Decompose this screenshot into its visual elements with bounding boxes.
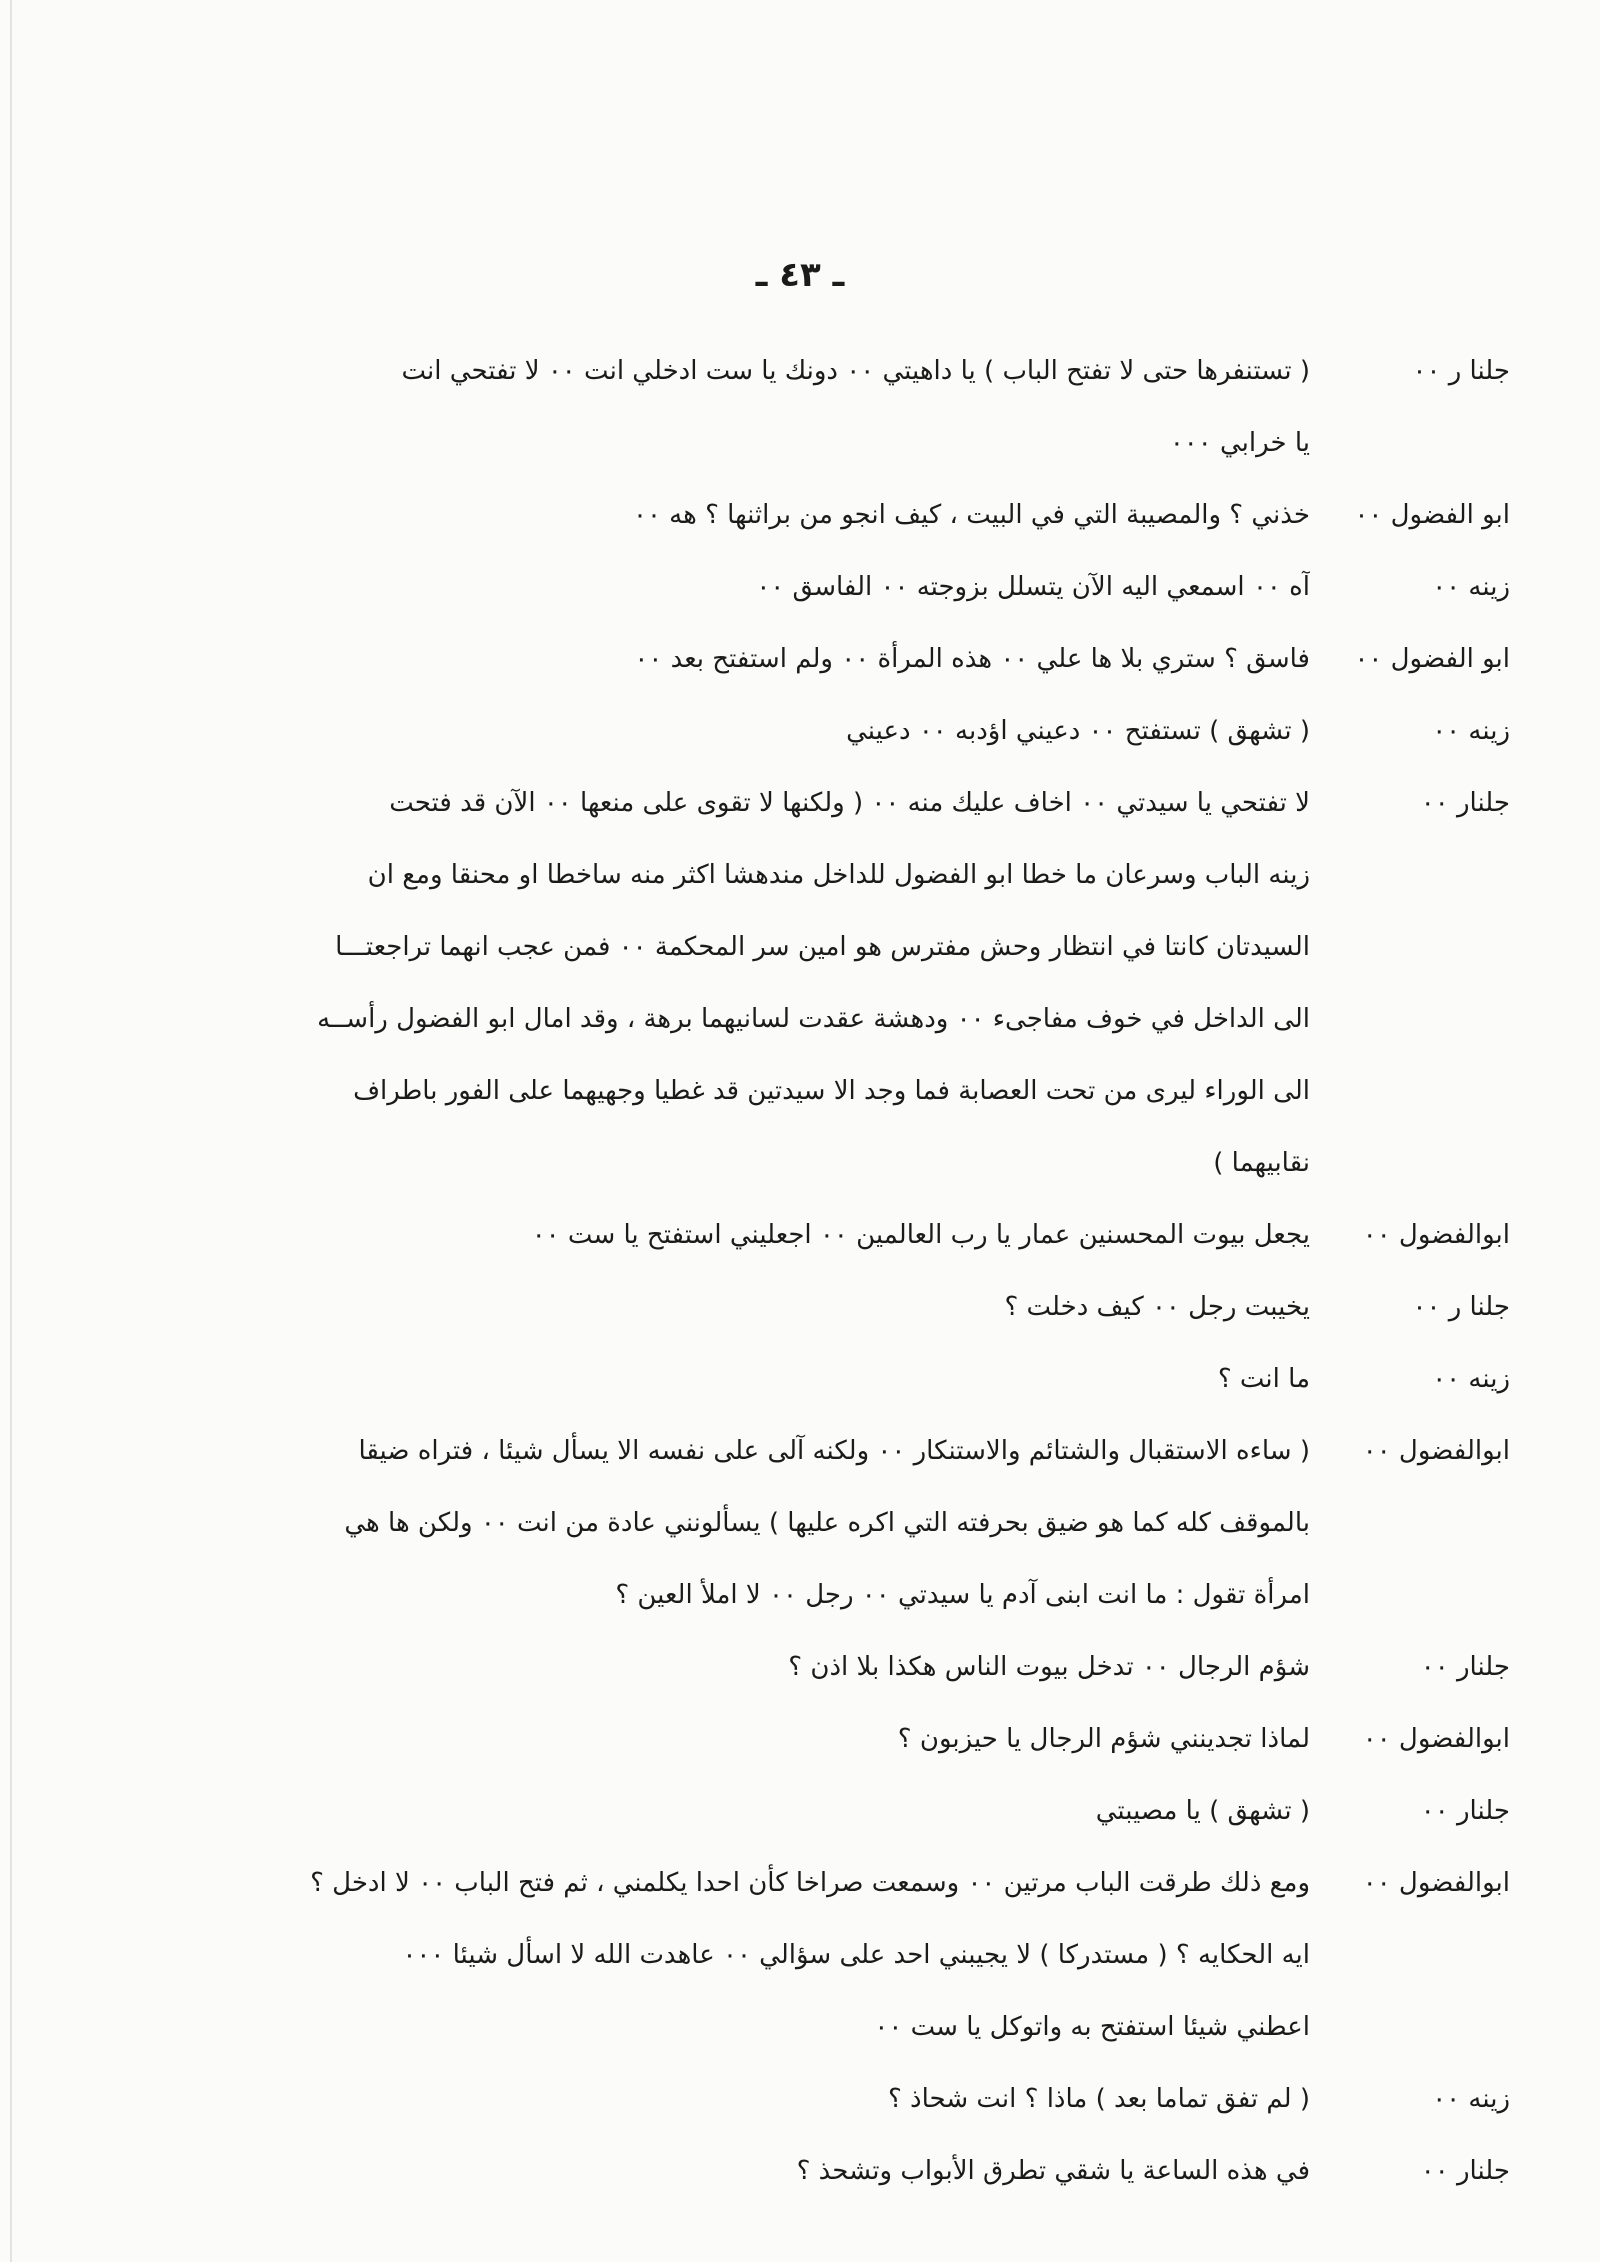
dialogue-entry [150,1343,1510,1415]
speaker-name: ابو الفضول ٠٠ [1354,500,1510,530]
dialogue-entry [150,335,1510,479]
speech-line: فاسق ؟ ستري بلا ها علي ٠٠ هذه المرأة ٠٠ ولم استفتح بعد ٠٠ [634,644,1310,674]
speaker-name: جلنار ٠٠ [1420,1796,1510,1826]
speech-line: ( تشهق ) يا مصيبتي [1095,1796,1310,1826]
dialogue-entry [150,1415,1510,1631]
speaker-name: ابوالفضول ٠٠ [1362,1436,1510,1466]
speech-line: الى الداخل في خوف مفاجىء ٠٠ ودهشة عقدت لسانيهما برهة ، وقد امال ابو الفضول رأســه [317,1004,1310,1034]
speech-line: السيدتان كانتا في انتظار وحش مفترس هو امين سر المحكمة ٠٠ فمن عجب انهما تراجعتـــا [335,932,1310,962]
speech-line: ما انت ؟ [1217,1364,1310,1394]
speech-line: خذني ؟ والمصيبة التي في البيت ، كيف انجو من براثنها ؟ هه ٠٠ [632,500,1310,530]
dialogue-entry [150,1775,1510,1847]
speech-line: نقابيهما ) [1213,1148,1310,1178]
speech-line: الى الوراء ليرى من تحت العصابة فما وجد الا سيدتين قد غطيا وجهيهما على الفور باطراف [353,1076,1310,1106]
speaker-name: جلنا ر ٠٠ [1412,1292,1510,1322]
speech-text [150,335,1310,479]
speech-text [150,623,1310,695]
speech-line: لماذا تجدينني شؤم الرجال يا حيزبون ؟ [897,1724,1310,1754]
speech-line: شؤم الرجال ٠٠ تدخل بيوت الناس هكذا بلا اذن ؟ [788,1652,1310,1682]
speech-text [150,2063,1310,2135]
speech-text [150,1703,1310,1775]
speech-line: ( تستنفرها حتى لا تفتح الباب ) يا داهيتي ٠٠ دونك يا ست ادخلي انت ٠٠ لا تفتحي انت [401,356,1310,386]
play-dialogue [150,335,1510,2207]
speech-line: بالموقف كله كما هو ضيق بحرفته التي اكره عليها ) يسألونني عادة من انت ٠٠ ولكن ها هي [344,1508,1310,1538]
speech-text [150,1271,1310,1343]
speaker-name: زينه ٠٠ [1432,1364,1510,1394]
speaker-name: جلنا ر ٠٠ [1412,356,1510,386]
speech-line: ( ساءه الاستقبال والشتائم والاستنكار ٠٠ ولكنه آلى على نفسه الا يسأل شيئا ، فتراه ضيقا [358,1436,1310,1466]
speech-line: زينه الباب وسرعان ما خطا ابو الفضول للداخل مندهشا اكثر منه ساخطا او محنقا ومع ان [367,860,1310,890]
dialogue-entry [150,695,1510,767]
dialogue-entry [150,623,1510,695]
speech-line: آه ٠٠ اسمعي اليه الآن يتسلل بزوجته ٠٠ الفاسق ٠٠ [756,572,1310,602]
speaker-name: جلنار ٠٠ [1420,788,1510,818]
page-edge [10,0,12,2262]
dialogue-entry [150,1199,1510,1271]
speaker-name: ابو الفضول ٠٠ [1354,644,1510,674]
speech-text [150,1343,1310,1415]
dialogue-entry [150,1847,1510,2063]
dialogue-entry [150,767,1510,1199]
speaker-name: ابوالفضول ٠٠ [1362,1220,1510,1250]
dialogue-entry [150,1631,1510,1703]
speech-line: في هذه الساعة يا شقي تطرق الأبواب وتشحذ ؟ [796,2156,1310,2186]
speaker-name: جلنار ٠٠ [1420,1652,1510,1682]
speaker-name: زينه ٠٠ [1432,716,1510,746]
page-number: ـ ٤٣ ـ [755,255,845,295]
speech-text [150,1631,1310,1703]
dialogue-entry [150,2063,1510,2135]
speech-text [150,479,1310,551]
dialogue-entry [150,551,1510,623]
speaker-name: زينه ٠٠ [1432,2084,1510,2114]
speech-text [150,2135,1310,2207]
speech-text [150,1775,1310,1847]
speaker-name: ابوالفضول ٠٠ [1362,1868,1510,1898]
speech-line: اعطني شيئا استفتح به واتوكل يا ست ٠٠ [874,2012,1310,2042]
speaker-name: جلنار ٠٠ [1420,2156,1510,2186]
speech-line: يخيبت رجل ٠٠ كيف دخلت ؟ [1004,1292,1310,1322]
dialogue-entry [150,1703,1510,1775]
speech-text [150,551,1310,623]
speech-text [150,1199,1310,1271]
dialogue-entry [150,2135,1510,2207]
dialogue-entry [150,479,1510,551]
speech-text [150,767,1310,1199]
speech-text [150,1415,1310,1631]
speech-line: يجعل بيوت المحسنين عمار يا رب العالمين ٠٠ اجعليني استفتح يا ست ٠٠ [531,1220,1310,1250]
speech-line: ( لم تفق تماما بعد ) ماذا ؟ انت شحاذ ؟ [887,2084,1310,2114]
speech-line: ومع ذلك طرقت الباب مرتين ٠٠ وسمعت صراخا كأن احدا يكلمني ، ثم فتح الباب ٠٠ لا ادخل ؟ [310,1868,1310,1898]
speaker-name: ابوالفضول ٠٠ [1362,1724,1510,1754]
speech-text [150,1847,1310,2063]
speech-line: لا تفتحي يا سيدتي ٠٠ اخاف عليك منه ٠٠ ( ولكنها لا تقوى على منعها ٠٠ الآن قد فتحت [389,788,1310,818]
dialogue-entry [150,1271,1510,1343]
speech-text [150,695,1310,767]
speech-line: امرأة تقول : ما انت ابنى آدم يا سيدتي ٠٠ رجل ٠٠ لا املأ العين ؟ [615,1580,1310,1610]
speaker-name: زينه ٠٠ [1432,572,1510,602]
speech-line: ايه الحكايه ؟ ( مستدركا ) لا يجيبني احد على سؤالي ٠٠ عاهدت الله لا اسأل شيئا ٠٠٠ [402,1940,1310,1970]
speech-line: ( تشهق ) تستفتح ٠٠ دعيني اؤدبه ٠٠ دعيني [846,716,1310,746]
speech-line: يا خرابي ٠٠٠ [1169,428,1310,458]
